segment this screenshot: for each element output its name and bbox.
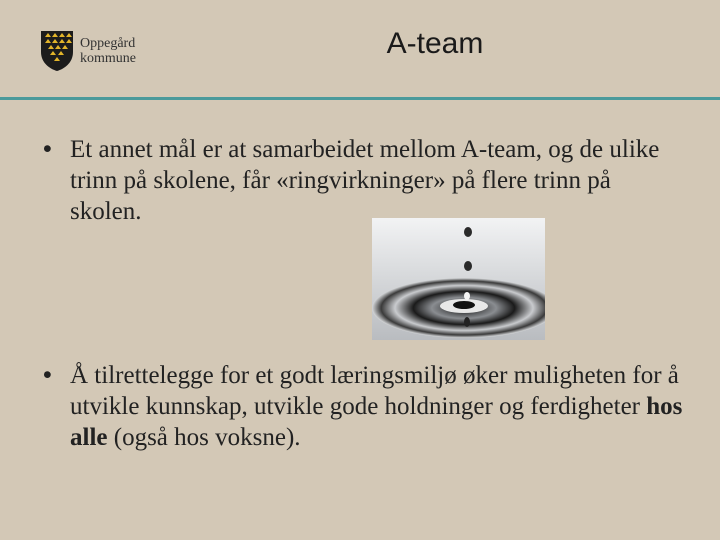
bullet-text-2 — [70, 360, 683, 453]
bullet-text-2-start: Å tilrettelegge for et godt læringsmiljø øker muligheten for å utvikle kunnskap, utvikle gode holdninger og ferdigheter — [70, 362, 679, 420]
bullet-text-2-bold: hos alle — [70, 393, 683, 451]
bullet-marker: • — [43, 135, 52, 163]
title-divider — [0, 97, 720, 100]
bullet-text-2-end: (også hos voksne). — [107, 424, 301, 451]
bullet-text-1: Et annet mål er at samarbeidet mellom A-team, og de ulike trinn på skolene, får «ringvirkninger» på flere trinn på skolen. — [70, 136, 660, 225]
bullet-item-2 — [43, 360, 683, 453]
logo-line-2: kommune — [80, 51, 136, 66]
logo-line-1: Oppegård — [80, 36, 136, 51]
bullet-item-1 — [43, 134, 683, 227]
water-drop-image — [372, 218, 545, 340]
slide-title: A-team — [386, 27, 484, 60]
bullet-marker: • — [43, 361, 52, 389]
